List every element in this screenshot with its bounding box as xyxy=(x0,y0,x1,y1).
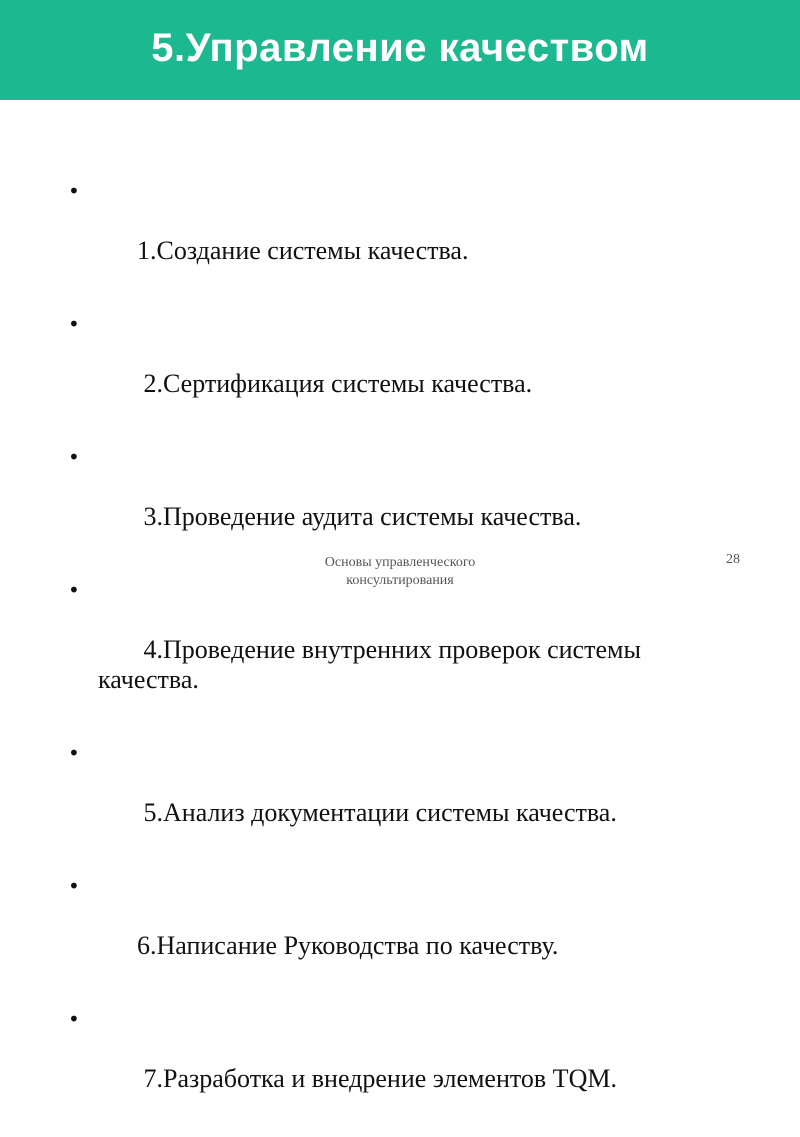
list-item-text: 2.Сертификация системы качества. xyxy=(137,369,533,398)
list-item xyxy=(68,176,748,296)
footer-line-1: Основы управленческого xyxy=(324,555,476,570)
list-item-text: 7.Разработка и внедрение элементов TQM. xyxy=(137,1064,617,1093)
bullet-icon: • xyxy=(68,179,80,203)
bullet-icon: • xyxy=(68,1007,80,1031)
bullet-list xyxy=(68,176,748,1137)
bullet-icon: • xyxy=(68,445,80,469)
list-item-text: 4.Проведение внутренних проверок системы качества. xyxy=(98,635,648,694)
bullet-icon: • xyxy=(68,312,80,336)
list-item-text: 5.Анализ документации системы качества. xyxy=(137,798,617,827)
bullet-icon: • xyxy=(68,874,80,898)
list-item xyxy=(68,442,748,562)
list-item xyxy=(68,738,748,858)
list-item-text: 1.Создание системы качества. xyxy=(137,236,469,265)
bullet-icon: • xyxy=(68,578,80,602)
bullet-icon: • xyxy=(68,741,80,765)
title-bar xyxy=(0,0,800,100)
page-number: 28 xyxy=(726,552,740,567)
list-item-text: 3.Проведение аудита системы качества. xyxy=(137,502,582,531)
list-item xyxy=(68,575,748,725)
list-item xyxy=(68,1004,748,1124)
list-item xyxy=(68,871,748,991)
footer-text xyxy=(300,554,500,590)
slide-title: 5.Управление качеством xyxy=(151,25,649,70)
list-item-text: 6.Написание Руководства по качеству. xyxy=(137,931,559,960)
footer-line-2: консультирования xyxy=(346,573,454,588)
list-item xyxy=(68,309,748,429)
